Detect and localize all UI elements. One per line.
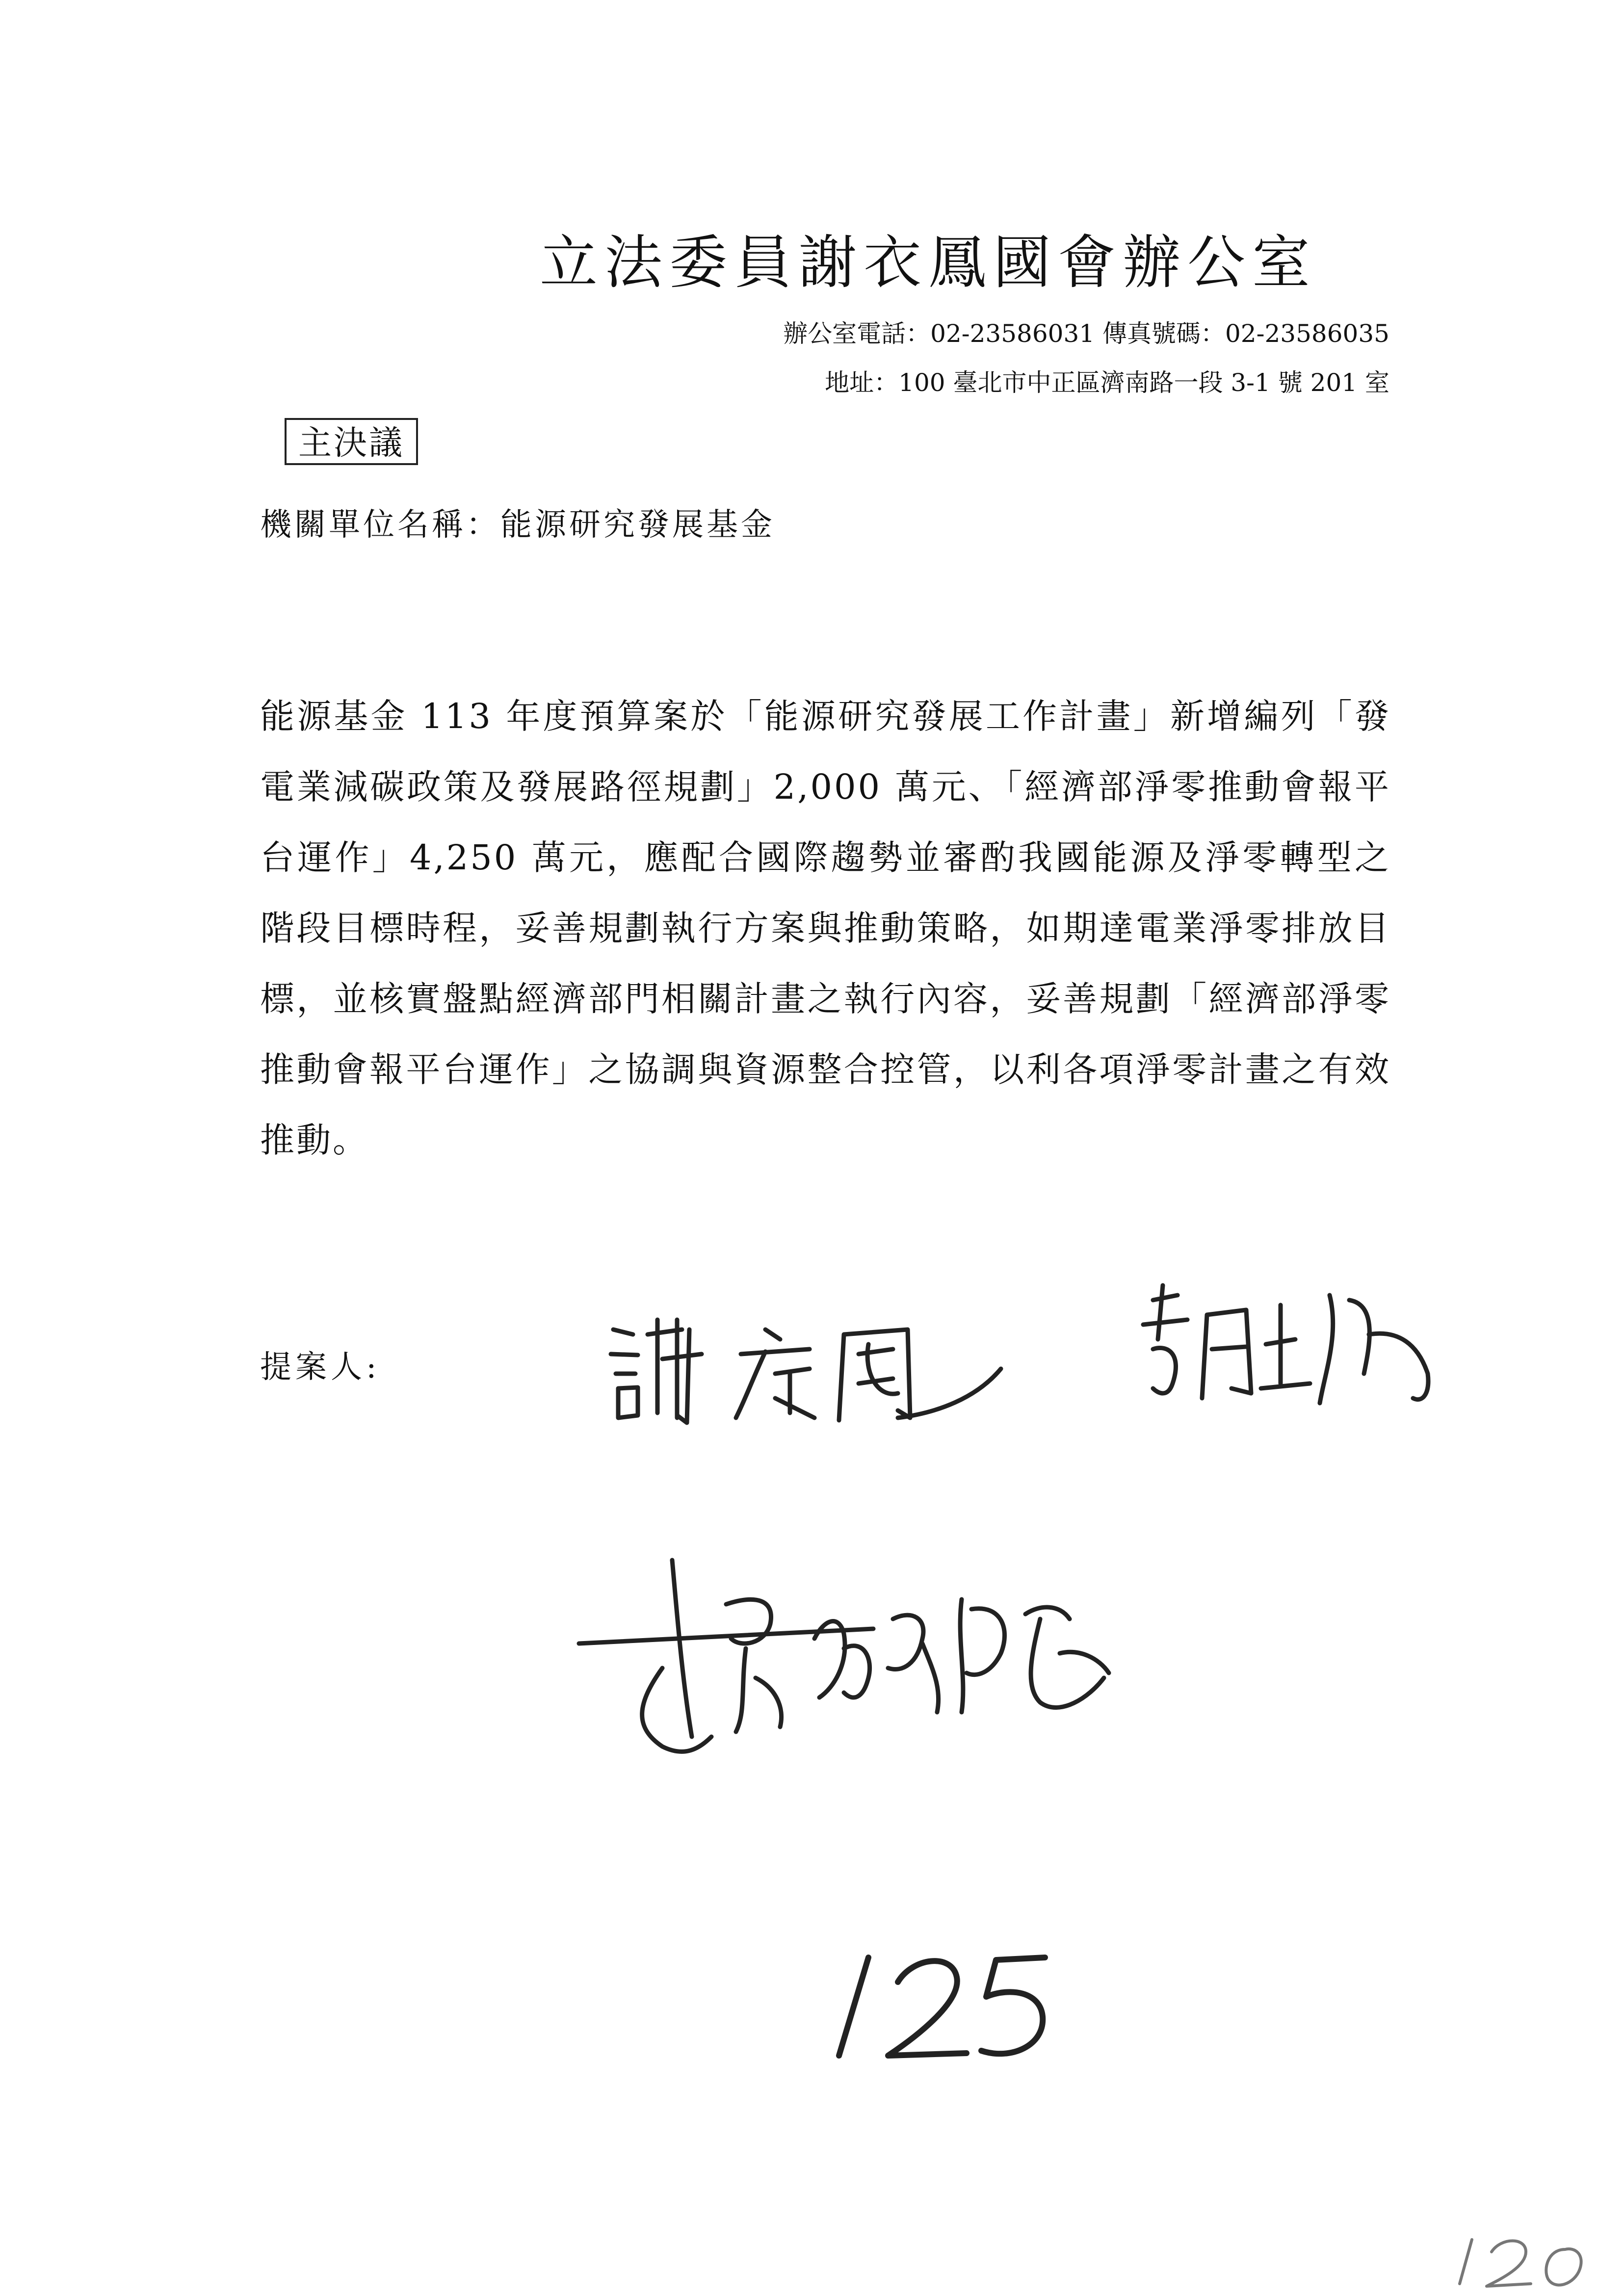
contact-address: 地址：100 臺北市中正區濟南路一段 3-1 號 201 室 — [825, 368, 1389, 397]
signature-2 — [1133, 1276, 1438, 1418]
body-paragraph: 能源基金 113 年度預算案於「能源研究發展工作計畫」新增編列「發電業減碳政策及發展路徑規劃」2,000 萬元、「經濟部淨零推動會報平台運作」4,250 萬元，應配合國際趨勢並審酌我國能源及淨零轉型之階段目標時程，妥善規劃執行方案與推動策略，如期達電業淨零排放目標，並核實盤點經濟部門相關計畫之執行內容，妥善規劃「經濟部淨零推動會報平台運作」之協調與資源整合控管，以利各項淨零計畫之有效推動。 — [260, 696, 1391, 1160]
proposer-label: 提案人: — [260, 1349, 381, 1385]
handwritten-corner-number — [1452, 2230, 1595, 2294]
office-title: 立法委員謝衣鳳國會辦公室 — [540, 229, 1317, 296]
signature-3 — [569, 1540, 1148, 1766]
handwritten-page-number — [824, 1943, 1055, 2070]
signature-1 — [603, 1300, 1011, 1428]
agency-line: 機關單位名稱：能源研究發展基金 — [260, 507, 775, 543]
resolution-tag: 主決議 — [285, 418, 418, 465]
contact-phone: 辦公室電話：02-23586031 傳真號碼：02-23586035 — [783, 319, 1389, 348]
